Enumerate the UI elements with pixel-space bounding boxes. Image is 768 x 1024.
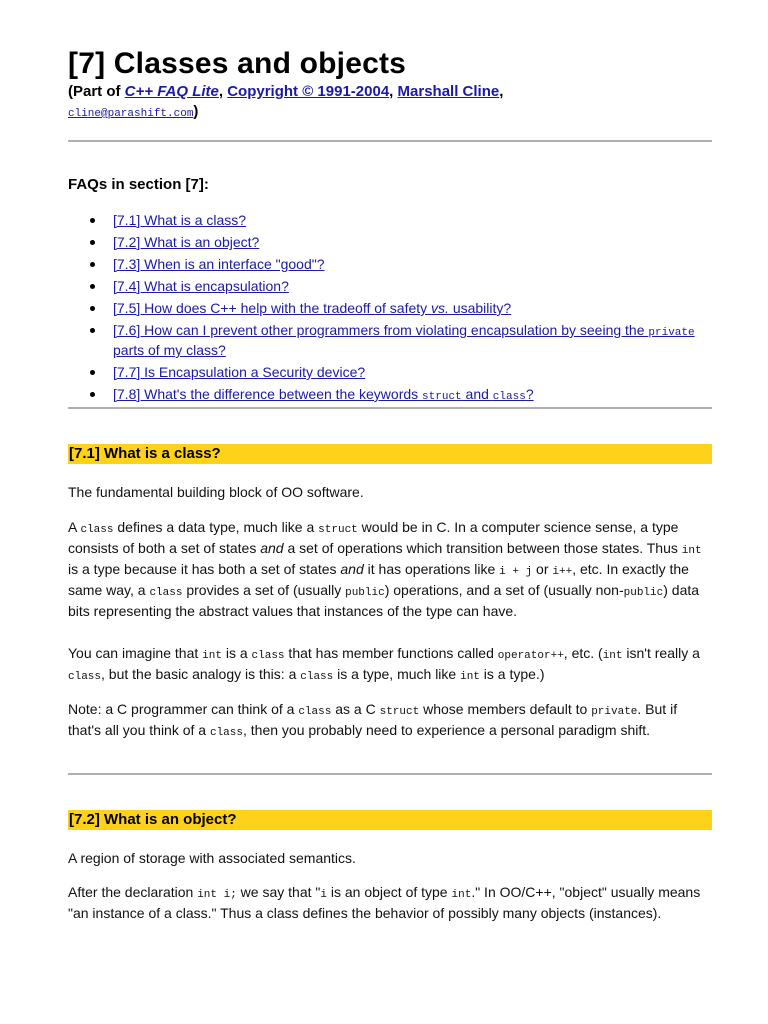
- toc-item-7-3: [68, 256, 712, 273]
- toc-item-7-1: [68, 212, 712, 229]
- section-7-1-para-1: The fundamental building block of OO software.: [68, 484, 364, 500]
- subtitle-sep: ,: [499, 83, 504, 100]
- section-7-2-para-2: After the declaration int i; we say that "i is an object of type int." In OO/C++, "object" usually means "an instance of a class." Thus a class defines the behavior of possibly many objects (instances).: [68, 884, 701, 921]
- section-heading-7-2: [7.2] What is an object?: [68, 810, 712, 830]
- author-link[interactable]: Marshall Cline: [397, 83, 500, 100]
- section-7-1-para-4: Note: a C programmer can think of a class as a C struct whose members default to private. But if that's all you think of a class, then you probably need to experience a personal paradigm shift.: [68, 701, 678, 739]
- section-7-1-para-3: You can imagine that int is a class that has member functions called operator++, etc. (int isn't really a class, but the basic analogy is this: a class is a type, much like int is a type.): [68, 645, 700, 683]
- faq-lite-link[interactable]: C++ FAQ Lite: [124, 83, 219, 100]
- toc-item-7-7: [68, 364, 712, 381]
- toc-link[interactable]: [7.1] What is a class?: [113, 212, 247, 228]
- copyright-link[interactable]: Copyright © 1991-2004: [227, 83, 390, 100]
- subtitle: [68, 82, 712, 124]
- toc-link[interactable]: [7.8] What's the difference between the keywords struct and class?: [113, 386, 534, 403]
- email-link[interactable]: cline@parashift.com: [68, 108, 194, 120]
- subtitle-part-of: (Part of: [68, 83, 125, 100]
- section-7-1-para-2: A class defines a data type, much like a struct would be in C. In a computer science sense, a type consists of both a set of states and a set of operations which transition between those states. Thus int is a type because it has both a set of states and it has operations like i + j or i++, etc. In exactly the same way, a class provides a set of (usually public) operations, and a set of (usually non-public) data bits representing the abstract values that instances of the type can have.: [68, 519, 702, 619]
- divider: [68, 773, 712, 775]
- toc-item-7-6: [68, 322, 712, 359]
- toc-item-7-4: [68, 278, 712, 295]
- section-heading-7-1: [7.1] What is a class?: [68, 444, 712, 464]
- toc-link[interactable]: [7.2] What is an object?: [113, 234, 260, 250]
- divider: [68, 140, 712, 142]
- section-7-2-para-1: A region of storage with associated semantics.: [68, 850, 356, 866]
- subtitle-close: ): [193, 103, 199, 120]
- toc-link[interactable]: [7.5] How does C++ help with the tradeoff of safety vs. usability?: [113, 300, 512, 316]
- toc-link[interactable]: [7.3] When is an interface "good"?: [113, 256, 325, 272]
- toc-link[interactable]: [7.4] What is encapsulation?: [113, 278, 289, 294]
- subtitle-sep: ,: [389, 83, 398, 100]
- page-title: [7] Classes and objects: [68, 47, 407, 80]
- subtitle-sep: ,: [218, 83, 228, 100]
- toc-link[interactable]: [7.6] How can I prevent other programmers from violating encapsulation by seeing the private parts of my class?: [113, 322, 695, 358]
- toc-link[interactable]: [7.7] Is Encapsulation a Security device?: [113, 364, 366, 380]
- toc-item-7-5: [68, 300, 712, 317]
- toc-item-7-8: [68, 386, 712, 406]
- divider: [68, 407, 712, 409]
- faqs-heading: FAQs in section [7]:: [68, 176, 209, 193]
- faq-toc-list: [68, 212, 712, 411]
- toc-item-7-2: [68, 234, 712, 251]
